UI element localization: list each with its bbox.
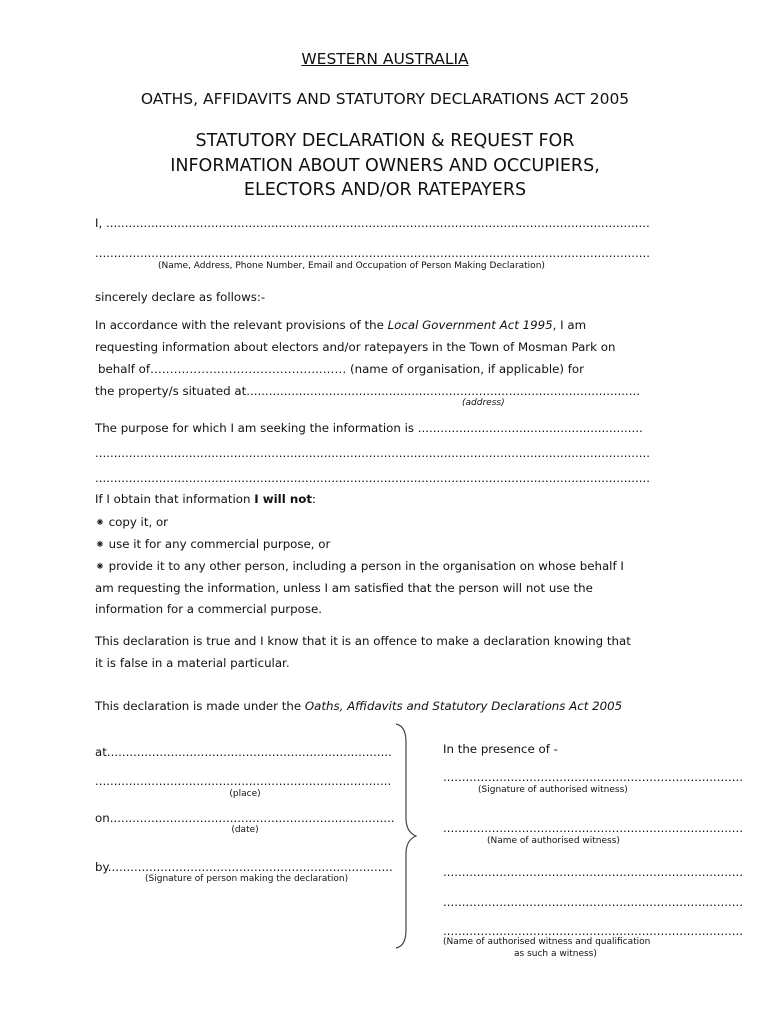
date-caption: (date) (231, 825, 259, 835)
bullet-provide-line-1: ⁕ provide it to any other person, including a person in the organisation on whose behalf I (95, 559, 624, 573)
declarant-signature-caption: (Signature of person making the declaration) (145, 874, 349, 884)
witness-qualification-field-1[interactable]: ................................................................................ (443, 865, 743, 879)
place-field[interactable]: ............................................................................... (95, 774, 392, 788)
form-title-line-2: INFORMATION ABOUT OWNERS AND OCCUPIERS, (170, 156, 600, 176)
bullet-commercial: ⁕ use it for any commercial purpose, or (95, 537, 331, 551)
witness-signature-caption: (Signature of authorised witness) (478, 785, 628, 795)
presence-label: In the presence of - (443, 742, 558, 756)
made-under-prefix: This declaration is made under the (95, 699, 305, 713)
bullet-provide-line-3: information for a commercial purpose. (95, 602, 323, 616)
obtain-suffix: : (312, 492, 316, 506)
declarant-details-field[interactable]: .................................................................................................................................................... (95, 246, 650, 260)
purpose-field[interactable]: The purpose for which I am seeking the information is ............................................................ (95, 421, 643, 435)
at-field[interactable]: at............................................................................ (95, 745, 392, 759)
witness-qualification-caption-1: (Name of authorised witness and qualification (443, 937, 651, 947)
declarant-caption: (Name, Address, Phone Number, Email and Occupation of Person Making Declaration) (158, 261, 545, 271)
address-caption: (address) (462, 398, 505, 408)
property-address-field[interactable]: the property/s situated at......................................................................................................... (95, 384, 640, 398)
witness-qualification-caption-2: as such a witness) (514, 949, 597, 959)
sincerely-text: sincerely declare as follows:- (95, 290, 266, 304)
bullet-copy: ⁕ copy it, or (95, 515, 169, 529)
declarant-name-field[interactable]: I, ................................................................................................................................................. (95, 216, 650, 230)
place-caption: (place) (229, 789, 261, 799)
witness-signature-field[interactable]: ................................................................................ (443, 770, 743, 784)
provisions-suffix: , I am (552, 318, 587, 332)
truth-statement-line-1: This declaration is true and I know that it is an offence to make a declaration knowing that (95, 634, 631, 648)
provisions-line-2: requesting information about electors and/or ratepayers in the Town of Mosman Park on (95, 340, 616, 354)
state-heading: WESTERN AUSTRALIA (301, 50, 469, 68)
local-government-act: Local Government Act 1995 (387, 318, 553, 332)
oaths-act: Oaths, Affidavits and Statutory Declarations Act 2005 (304, 699, 623, 713)
act-heading: OATHS, AFFIDAVITS AND STATUTORY DECLARATIONS ACT 2005 (140, 90, 630, 108)
witness-name-caption: (Name of authorised witness) (487, 836, 620, 846)
provisions-line-1 (95, 318, 586, 332)
purpose-field-line-2[interactable]: .................................................................................................................................................... (95, 446, 650, 460)
date-field[interactable]: on............................................................................ (95, 811, 395, 825)
organisation-field[interactable]: behalf of……………………………………..…… (name of organisation, if applicable) for (98, 362, 584, 376)
witness-qualification-field-3[interactable]: ................................................................................ (443, 924, 743, 938)
will-not-text: I will not (254, 492, 312, 506)
form-title-line-3: ELECTORS AND/OR RATEPAYERS (243, 180, 527, 200)
provisions-prefix: In accordance with the relevant provisions of the (95, 318, 388, 332)
witness-qualification-field-2[interactable]: ................................................................................ (443, 895, 743, 909)
truth-statement-line-2: it is false in a material particular. (95, 656, 290, 670)
purpose-field-line-3[interactable]: .................................................................................................................................................... (95, 471, 650, 485)
witness-name-field[interactable]: ................................................................................ (443, 821, 743, 835)
form-title-line-1: STATUTORY DECLARATION & REQUEST FOR (195, 131, 575, 151)
obtain-prefix: If I obtain that information (95, 492, 255, 506)
curly-brace-icon (388, 722, 428, 950)
made-under-text (95, 699, 622, 713)
obtain-text (95, 492, 316, 506)
declarant-signature-field[interactable]: by............................................................................ (95, 860, 393, 874)
bullet-provide-line-2: am requesting the information, unless I am satisfied that the person will not use the (95, 581, 593, 595)
